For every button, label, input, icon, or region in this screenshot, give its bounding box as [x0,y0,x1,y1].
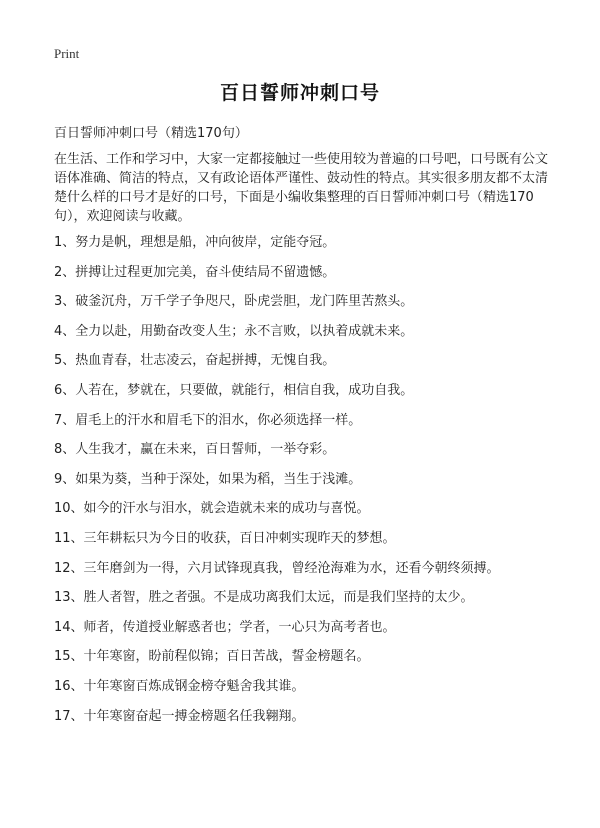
list-item: 17、十年寒窗奋起一搏金榜题名任我翱翔。 [54,708,305,724]
list-item: 1、努力是帆，理想是船，冲向彼岸，定能夺冠。 [54,235,336,250]
list-item: 11、三年耕耘只为今日的收获，百日冲刺实现昨天的梦想。 [54,530,396,546]
list-item: 8、人生我才，赢在未来，百日誓师，一举夺彩。 [54,442,336,458]
list-item: 3、破釜沉舟，万千学子争咫尺，卧虎尝胆，龙门阵里苦熬头。 [54,294,414,310]
slogan-list [54,234,564,737]
list-item: 12、三年磨剑为一得，六月试锋现真我，曾经沧海难为水，还看今朝终须搏。 [54,560,500,576]
intro-paragraph: 在生活、工作和学习中，大家一定都接触过一些使用较为普遍的口号吧，口号既有公文语体准确、简洁的特点，又有政论语体严谨性、鼓动性的特点。其实很多朋友都不太清楚什么样的口号才是好的口号，下面是小编收集整理的百日誓师冲刺口号（精选170句），欢迎阅读与收藏。 [54,152,549,224]
list-item: 5、热血青春，壮志凌云，奋起拼搏，无愧自我。 [54,353,336,369]
document-subtitle: 百日誓师冲刺口号（精选170句） [54,126,248,141]
list-item: 6、人若在，梦就在，只要做，就能行，相信自我，成功自我。 [54,382,414,398]
list-item: 4、全力以赴，用勤奋改变人生；永不言败，以执着成就未来。 [54,323,414,339]
list-item: 14、师者，传道授业解惑者也；学者，一心只为高考者也。 [54,619,396,635]
list-item: 2、拼搏让过程更加完美，奋斗使结局不留遗憾。 [54,264,336,280]
list-item: 16、十年寒窗百炼成钢金榜夺魁舍我其谁。 [54,678,305,694]
list-item: 9、如果为葵，当种于深处，如果为稻，当生于浅滩。 [54,471,362,487]
print-link[interactable]: Print [54,46,80,61]
list-item: 15、十年寒窗，盼前程似锦；百日苦战，誓金榜题名。 [54,649,370,665]
page-title: 百日誓师冲刺口号 [219,82,380,104]
list-item: 7、眉毛上的汗水和眉毛下的泪水，你必须选择一样。 [54,412,362,428]
list-item: 10、如今的汗水与泪水，就会造就未来的成功与喜悦。 [54,501,370,517]
list-item: 13、胜人者智，胜之者强。不是成功离我们太远，而是我们坚持的太少。 [54,590,474,606]
